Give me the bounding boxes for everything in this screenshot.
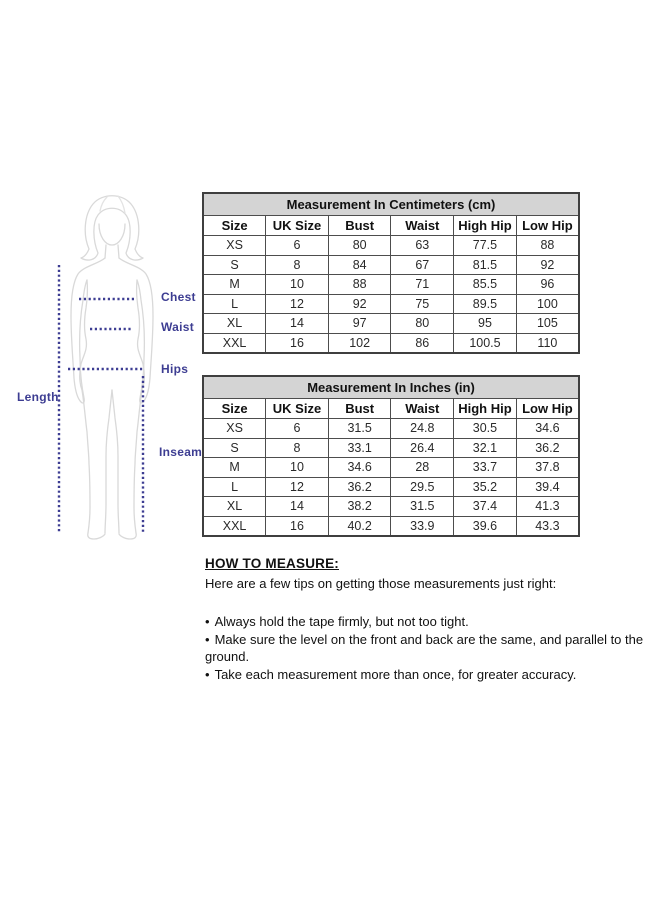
table-row xyxy=(203,333,579,353)
table-cell: 36.2 xyxy=(516,438,579,458)
table-cell: 16 xyxy=(266,516,329,536)
table-cell: 110 xyxy=(516,333,579,353)
tip-text: Take each measurement more than once, for greater accuracy. xyxy=(214,666,577,682)
table-cell: 100.5 xyxy=(454,333,517,353)
table-cell: 96 xyxy=(516,275,579,295)
column-header: Size xyxy=(203,216,266,236)
table-cell: 77.5 xyxy=(454,236,517,256)
table-row xyxy=(203,497,579,517)
column-header: Low Hip xyxy=(516,399,579,419)
column-header: Bust xyxy=(328,399,391,419)
inseam-label: Inseam xyxy=(159,445,203,459)
column-header: UK Size xyxy=(266,399,329,419)
table-cell: 34.6 xyxy=(328,458,391,478)
table-title-row xyxy=(203,193,579,216)
table-row xyxy=(203,255,579,275)
table-cell: L xyxy=(203,477,266,497)
table-cell: 8 xyxy=(266,438,329,458)
table-row xyxy=(203,438,579,458)
female-outline-drawing xyxy=(71,196,153,539)
table-header-row xyxy=(203,216,579,236)
table-cell: S xyxy=(203,438,266,458)
waist-label: Waist xyxy=(161,320,195,334)
how-to-measure-intro: Here are a few tips on getting those measurements just right: xyxy=(205,576,557,591)
table-row xyxy=(203,458,579,478)
table-cell: 33.1 xyxy=(328,438,391,458)
table-row xyxy=(203,419,579,439)
table-row xyxy=(203,236,579,256)
column-header: Low Hip xyxy=(516,216,579,236)
tip-item xyxy=(205,613,650,631)
table-cell: 75 xyxy=(391,294,454,314)
table-title: Measurement In Centimeters (cm) xyxy=(203,193,579,216)
column-header: High Hip xyxy=(454,216,517,236)
table-cell: 33.9 xyxy=(391,516,454,536)
table-cell: 89.5 xyxy=(454,294,517,314)
table-cell: M xyxy=(203,458,266,478)
table-cell: 92 xyxy=(516,255,579,275)
column-header: High Hip xyxy=(454,399,517,419)
table-cell: 32.1 xyxy=(454,438,517,458)
table-cell: 41.3 xyxy=(516,497,579,517)
table-cell: 14 xyxy=(266,314,329,334)
table-cell: 92 xyxy=(328,294,391,314)
table-cell: M xyxy=(203,275,266,295)
table-cell: 38.2 xyxy=(328,497,391,517)
tip-text: Make sure the level on the front and back are the same, and parallel to the ground. xyxy=(205,631,644,664)
table-cell: 24.8 xyxy=(391,419,454,439)
table-cell: 29.5 xyxy=(391,477,454,497)
hips-label: Hips xyxy=(161,362,189,376)
table-cell: 31.5 xyxy=(391,497,454,517)
table-cell: XXL xyxy=(203,333,266,353)
table-row xyxy=(203,477,579,497)
table-cell: XS xyxy=(203,419,266,439)
table-cell: 105 xyxy=(516,314,579,334)
column-header: Size xyxy=(203,399,266,419)
table-cell: 40.2 xyxy=(328,516,391,536)
table-cell: 85.5 xyxy=(454,275,517,295)
table-cell: 37.4 xyxy=(454,497,517,517)
table-cell: 16 xyxy=(266,333,329,353)
table-cell: 28 xyxy=(391,458,454,478)
table-cell: 97 xyxy=(328,314,391,334)
table-cell: 36.2 xyxy=(328,477,391,497)
table-row xyxy=(203,294,579,314)
table-cell: 6 xyxy=(266,236,329,256)
table-cell: 81.5 xyxy=(454,255,517,275)
table-cell: 33.7 xyxy=(454,458,517,478)
table-cell: 63 xyxy=(391,236,454,256)
table-cell: 86 xyxy=(391,333,454,353)
table-cell: 12 xyxy=(266,294,329,314)
table-cell: XL xyxy=(203,314,266,334)
tip-text: Always hold the tape firmly, but not too tight. xyxy=(214,614,469,629)
table-title-row xyxy=(203,376,579,399)
bullet-icon: • xyxy=(205,666,210,682)
table-cell: 6 xyxy=(266,419,329,439)
table-cell: 80 xyxy=(328,236,391,256)
table-cell: 31.5 xyxy=(328,419,391,439)
table-cell: 100 xyxy=(516,294,579,314)
tips-list xyxy=(205,613,650,683)
table-cell: 35.2 xyxy=(454,477,517,497)
table-cell: L xyxy=(203,294,266,314)
table-cell: 10 xyxy=(266,275,329,295)
bullet-icon: • xyxy=(205,614,210,629)
column-header: UK Size xyxy=(266,216,329,236)
table-row xyxy=(203,516,579,536)
table-cell: 102 xyxy=(328,333,391,353)
table-cell: 37.8 xyxy=(516,458,579,478)
table-cell: 30.5 xyxy=(454,419,517,439)
table-cell: 88 xyxy=(516,236,579,256)
table-cell: XS xyxy=(203,236,266,256)
table-cell: 43.3 xyxy=(516,516,579,536)
table-cell: 8 xyxy=(266,255,329,275)
table-row xyxy=(203,275,579,295)
table-cell: 88 xyxy=(328,275,391,295)
size-table-inches xyxy=(202,375,580,537)
table-cell: 80 xyxy=(391,314,454,334)
table-cell: 12 xyxy=(266,477,329,497)
table-cell: 14 xyxy=(266,497,329,517)
table-cell: 26.4 xyxy=(391,438,454,458)
column-header: Bust xyxy=(328,216,391,236)
table-cell: 34.6 xyxy=(516,419,579,439)
table-row xyxy=(203,314,579,334)
table-cell: 67 xyxy=(391,255,454,275)
table-header-row xyxy=(203,399,579,419)
size-table-cm xyxy=(202,192,580,354)
table-title: Measurement In Inches (in) xyxy=(203,376,579,399)
table-cell: 95 xyxy=(454,314,517,334)
table-cell: 39.6 xyxy=(454,516,517,536)
how-to-measure-heading: HOW TO MEASURE: xyxy=(205,556,339,571)
table-cell: 71 xyxy=(391,275,454,295)
table-cell: 39.4 xyxy=(516,477,579,497)
column-header: Waist xyxy=(391,216,454,236)
tip-item xyxy=(205,631,650,666)
table-cell: S xyxy=(203,255,266,275)
how-to-measure-section xyxy=(205,556,650,683)
table-cell: XXL xyxy=(203,516,266,536)
table-cell: XL xyxy=(203,497,266,517)
bullet-icon: • xyxy=(205,631,210,647)
column-header: Waist xyxy=(391,399,454,419)
chest-label: Chest xyxy=(161,290,196,304)
table-cell: 10 xyxy=(266,458,329,478)
table-cell: 84 xyxy=(328,255,391,275)
tip-item xyxy=(205,666,650,684)
length-label: Length xyxy=(17,390,59,404)
